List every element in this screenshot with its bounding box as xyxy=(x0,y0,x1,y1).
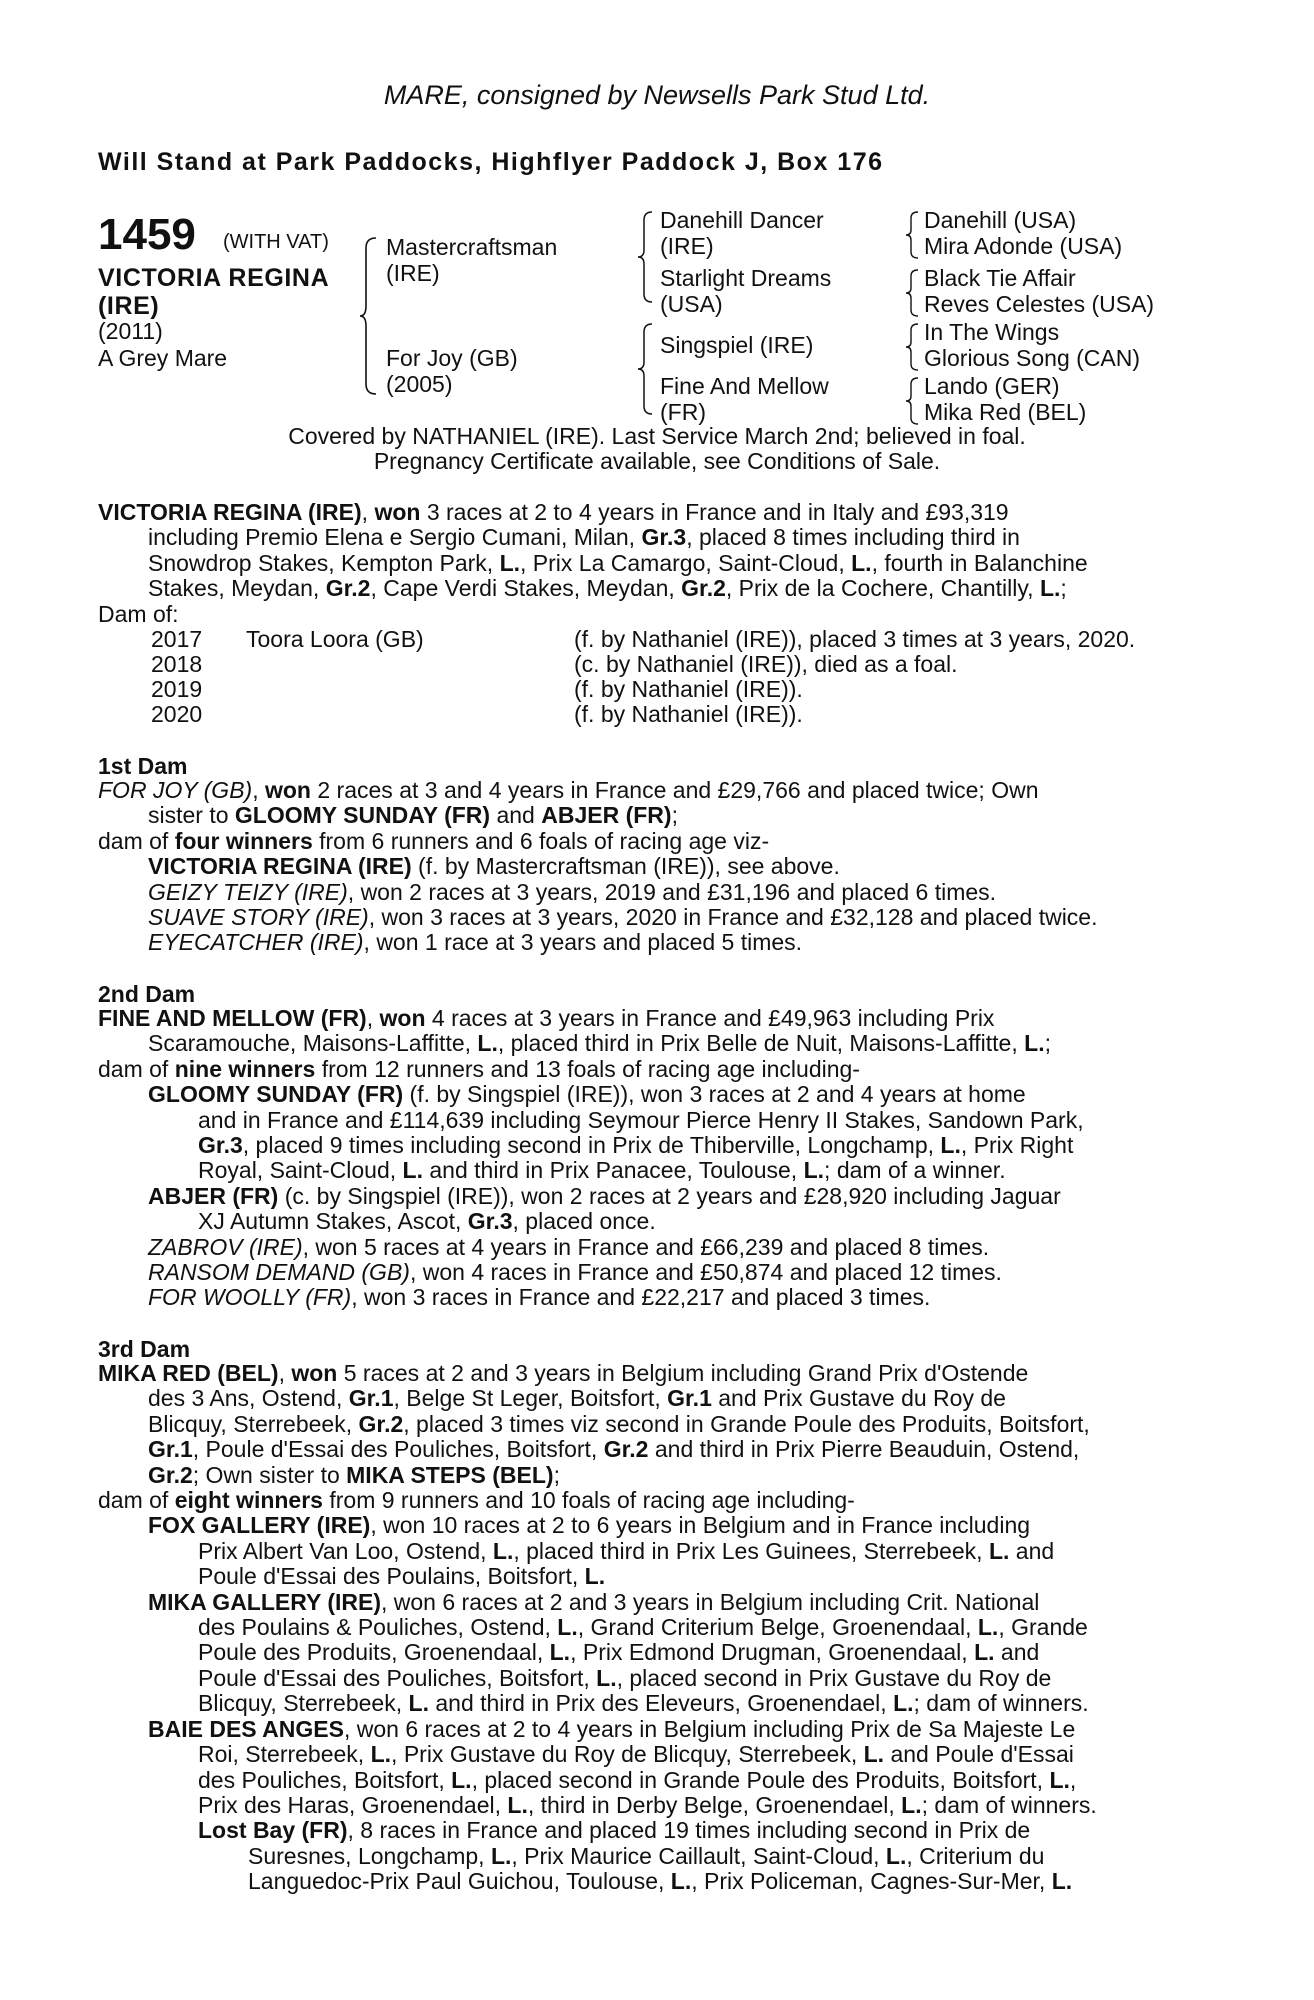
pedigree-brace-ds xyxy=(906,322,920,372)
produce-year-2017: 2017 xyxy=(151,626,203,652)
horse-description: A Grey Mare xyxy=(98,345,228,371)
horse-name-country: (IRE) xyxy=(98,292,160,320)
second-dam-heading: 2nd Dam xyxy=(98,981,196,1007)
horse-year: (2011) xyxy=(98,318,163,344)
horse-name: VICTORIA REGINA xyxy=(98,264,330,292)
first-dam-record: FOR JOY (GB), won 2 races at 3 and 4 years in France and £29,766 and placed twice; Own sister to GLOOMY SUNDAY (FR) and ABJER (FR); dam of four winners from 6 runners and 6 foals of racing age viz- VICTORIA REGINA (IRE) (f. by Mastercraftsman (IRE)), see above. GEIZY TEIZY (IRE), won 2 races at 3 years, 2019 and £31,196 and placed 6 times. SUAVE STORY (IRE), won 3 races at 3 years, 2020 in France and £32,128 and placed twice. EYECATCHER (IRE), won 1 race at 3 years and placed 5 times. xyxy=(98,777,1098,956)
covering-note: Covered by NATHANIEL (IRE). Last Service March 2nd; believed in foal. xyxy=(288,423,1026,449)
pedigree-sss: Danehill (USA) xyxy=(924,207,1077,233)
pedigree-brace-dam xyxy=(638,322,654,416)
race-record-victoria-regina: VICTORIA REGINA (IRE), won 3 races at 2 to 4 years in France and in Italy and £93,319 including Premio Elena e Sergio Cumani, Milan, Gr.3, placed 8 times including third in Snowdrop Stakes, Kempton Park, L., Prix La Camargo, Saint-Cloud, L., fourth in Balanchine Stakes, Meydan, Gr.2, Cape Verdi Stakes, Meydan, Gr.2, Prix de la Cochere, Chantilly, L.; Dam of: xyxy=(98,499,1088,627)
pedigree-brace-sd xyxy=(906,268,920,318)
produce-year-2020: 2020 xyxy=(151,701,203,727)
pedigree-dss: In The Wings xyxy=(924,319,1060,345)
produce-detail-2017: (f. by Nathaniel (IRE)), placed 3 times at 3 years, 2020. xyxy=(574,626,1136,652)
first-dam-heading: 1st Dam xyxy=(98,753,188,779)
pedigree-brace-sire xyxy=(638,210,654,304)
third-dam-heading: 3rd Dam xyxy=(98,1336,191,1362)
dam-of-label: Dam of: xyxy=(98,600,179,627)
pedigree-dsd: Glorious Song (CAN) xyxy=(924,345,1141,371)
third-dam-record: MIKA RED (BEL), won 5 races at 2 and 3 years in Belgium including Grand Prix d'Ostende des 3 Ans, Ostend, Gr.1, Belge St Leger, Boitsfort, Gr.1 and Prix Gustave du Roy de Blicquy, Sterrebeek, Gr.2, placed 3 times viz second in Grande Poule des Produits, Boitsfort, Gr.1, Poule d'Essai des Pouliches, Boitsfort, Gr.2 and third in Prix Pierre Beauduin, Ostend, Gr.2; Own sister to MIKA STEPS (BEL); dam of eight winners from 9 runners and 10 foals of racing age including- FOX GALLERY (IRE), won 10 races at 2 to 6 years in Belgium and in France including Prix Albert Van Loo, Ostend, L., placed third in Prix Les Guinees, Sterrebeek, L. and Poule d'Essai des Poulains, Boitsfort, L. MIKA GALLERY (IRE), won 6 races at 2 and 3 years in Belgium including Crit. National des Poulains & Pouliches, Ostend, L., Grand Criterium Belge, Groenendaal, L., Grande Poule des Produits, Groenendaal, L., Prix Edmond Drugman, Groenendaal, L. and Poule d'Essai des Pouliches, Boitsfort, L., placed second in Prix Gustave du Roy de Blicquy, Sterrebeek, L. and third in Prix des Eleveurs, Groenendael, L.; dam of winners. BAIE DES ANGES, won 6 races at 2 to 4 years in Belgium including Prix de Sa Majeste Le Roi, Sterrebeek, L., Prix Gustave du Roy de Blicquy, Sterrebeek, L. and Poule d'Essai des Pouliches, Boitsfort, L., placed second in Grande Poule des Produits, Boitsfort, L., Prix des Haras, Groenendael, L., third in Derby Belge, Groenendael, L.; dam of winners. Lost Bay (FR), 8 races in France and placed 19 times including second in Prix de Suresnes, Longchamp, L., Prix Maurice Caillault, Saint-Cloud, L., Criterium du Languedoc-Prix Paul Guichou, Toulouse, L., Prix Policeman, Cagnes-Sur-Mer, L. xyxy=(98,1360,1097,1895)
produce-detail-2020: (f. by Nathaniel (IRE)). xyxy=(574,701,803,727)
produce-year-2018: 2018 xyxy=(151,651,203,677)
pedigree-ddd: Mika Red (BEL) xyxy=(924,399,1087,425)
second-dam-record: FINE AND MELLOW (FR), won 4 races at 3 years in France and £49,963 including Prix Scaramouche, Maisons-Laffitte, L., placed third in Prix Belle de Nuit, Maisons-Laffitte, L.; dam of nine winners from 12 runners and 13 foals of racing age including- GLOOMY SUNDAY (FR) (f. by Singspiel (IRE)), won 3 races at 2 and 4 years at home and in France and £114,639 including Seymour Pierce Henry II Stakes, Sandown Park, Gr.3, placed 9 times including second in Prix de Thiberville, Longchamp, L., Prix Right Royal, Saint-Cloud, L. and third in Prix Panacee, Toulouse, L.; dam of a winner. ABJER (FR) (c. by Singspiel (IRE)), won 2 races at 2 years and £28,920 including Jaguar XJ Autumn Stakes, Ascot, Gr.3, placed once. ZABROV (IRE), won 5 races at 4 years in France and £66,239 and placed 8 times. RANSOM DEMAND (GB), won 4 races in France and £50,874 and placed 12 times. FOR WOOLLY (FR), won 3 races in France and £22,217 and placed 3 times. xyxy=(98,1005,1084,1311)
produce-name-2017: Toora Loora (GB) xyxy=(246,626,424,652)
lot-number: 1459 xyxy=(98,210,196,259)
pedigree-ssd: Mira Adonde (USA) xyxy=(924,233,1123,259)
pedigree-dam: For Joy (GB) (2005) xyxy=(386,345,518,397)
produce-year-2019: 2019 xyxy=(151,676,203,702)
pedigree-dam-sire: Singspiel (IRE) xyxy=(660,332,814,358)
pedigree-sire: Mastercraftsman (IRE) xyxy=(386,234,558,286)
pedigree-dam-dam: Fine And Mellow (FR) xyxy=(660,373,829,425)
pedigree-sire-dam: Starlight Dreams (USA) xyxy=(660,265,832,317)
consignment-line: MARE, consigned by Newsells Park Stud Ltd. xyxy=(383,80,931,110)
produce-detail-2018: (c. by Nathaniel (IRE)), died as a foal. xyxy=(574,651,958,677)
pedigree-brace-dd xyxy=(906,376,920,426)
pedigree-brace-main xyxy=(360,236,380,396)
pregnancy-note: Pregnancy Certificate available, see Conditions of Sale. xyxy=(373,448,941,474)
pedigree-sdd: Reves Celestes (USA) xyxy=(924,291,1155,317)
pedigree-sds: Black Tie Affair xyxy=(924,265,1076,291)
pedigree-sire-sire: Danehill Dancer (IRE) xyxy=(660,207,824,259)
vat-note: (WITH VAT) xyxy=(223,231,329,253)
pedigree-brace-ss xyxy=(906,210,920,260)
location-line: Will Stand at Park Paddocks, Highflyer Paddock J, Box 176 xyxy=(98,148,884,176)
produce-detail-2019: (f. by Nathaniel (IRE)). xyxy=(574,676,803,702)
pedigree-dds: Lando (GER) xyxy=(924,373,1060,399)
